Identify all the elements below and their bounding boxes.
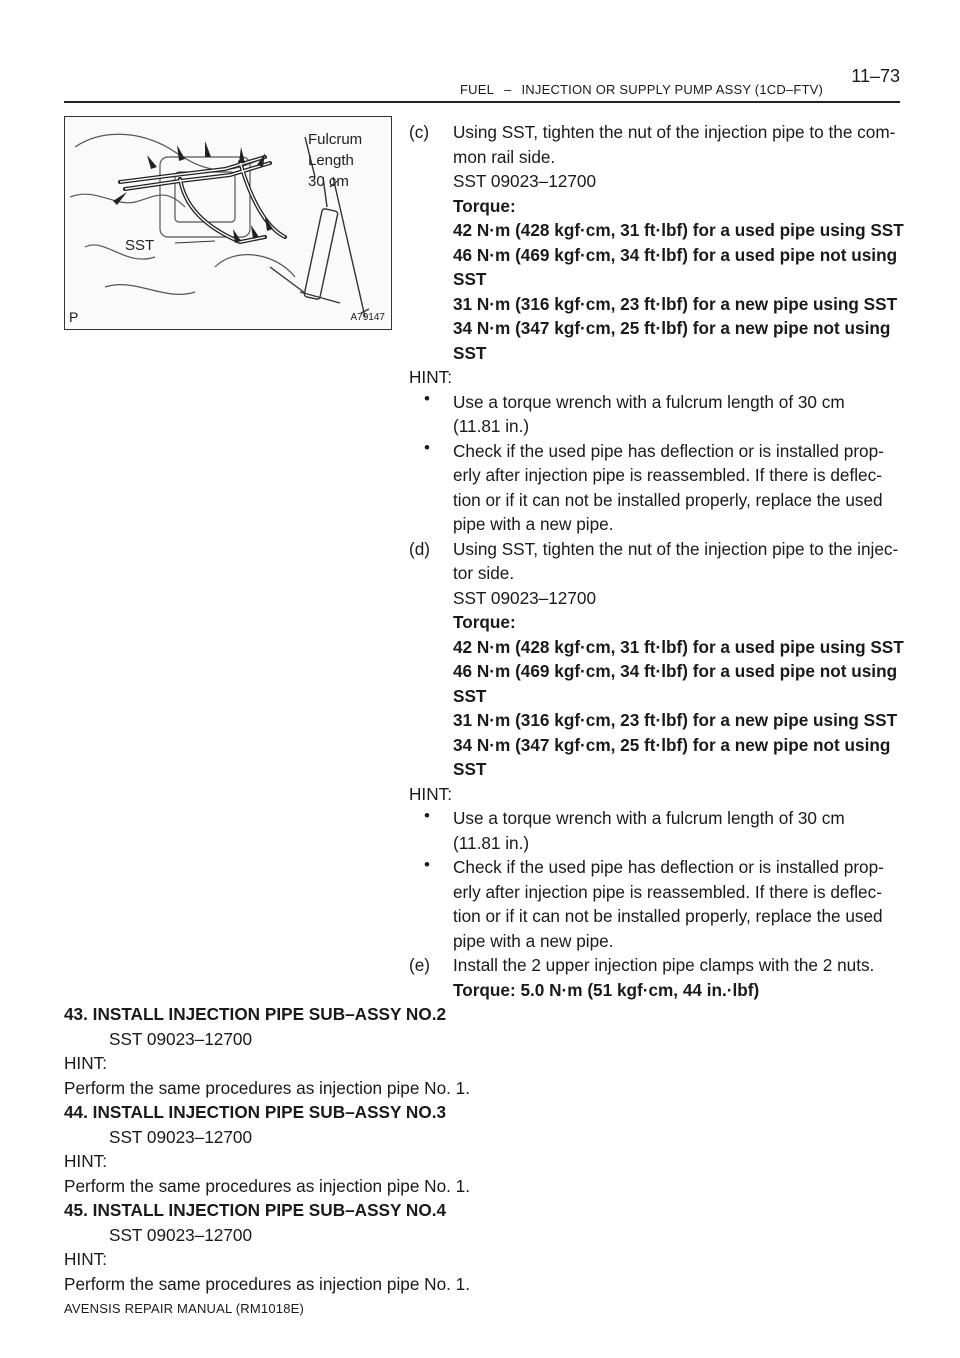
step-45-hint: HINT: — [64, 1249, 107, 1269]
page-number: 11–73 — [851, 66, 900, 86]
figure-corner-mark: P — [69, 309, 79, 325]
page-header — [64, 60, 900, 104]
step-44-text: Perform the same procedures as injection pipe No. 1. — [64, 1175, 471, 1196]
step-d-bullet2-line-4: pipe with a new pipe. — [453, 930, 614, 951]
step-c-bullet1-line-1: Use a torque wrench with a fulcrum length of 30 cm — [453, 391, 845, 412]
step-d-hint: HINT: — [409, 783, 452, 804]
step-d-bullet1-line-1: Use a torque wrench with a fulcrum length of 30 cm — [453, 808, 845, 828]
step-e-torque: Torque: 5.0 N·m (51 kgf·cm, 44 in.·lbf) — [453, 979, 760, 1000]
step-d-torque-5: 34 N·m (347 kgf·cm, 25 ft·lbf) for a new pipe not using — [453, 734, 891, 755]
step-c-line-1: Using SST, tighten the nut of the injection pipe to the com- — [453, 122, 896, 142]
step-c-bullet1-line-2: (11.81 in.) — [453, 416, 530, 436]
step-c-torque-label: Torque: — [453, 195, 516, 216]
step-d-torque-4: 31 N·m (316 kgf·cm, 23 ft·lbf) for a new pipe using SST — [453, 710, 898, 730]
step-c-hint: HINT: — [409, 367, 452, 387]
sst-leader-line — [175, 241, 215, 243]
fulcrum-length-label: Fulcrum Length 30 cm — [308, 131, 363, 190]
step-c-line-2: mon rail side. — [453, 146, 556, 167]
bullet-icon: • — [424, 854, 430, 874]
step-d-marker: (d) — [409, 538, 431, 559]
step-d-torque-1: 42 N·m (428 kgf·cm, 31 ft·lbf) for a used pipe using SST — [453, 636, 904, 657]
step-e-marker: (e) — [409, 955, 431, 975]
step-c-bullet2-line-2: erly after injection pipe is reassembled. If there is deflec- — [453, 465, 882, 485]
header-rule — [64, 101, 900, 103]
step-c-torque-5: 34 N·m (347 kgf·cm, 25 ft·lbf) for a new pipe not using — [453, 318, 891, 338]
step-d-bullet2-line-3: tion or if it can not be installed properly, replace the used — [453, 906, 883, 926]
header-title — [460, 82, 823, 97]
step-d-torque-label: Torque: — [453, 612, 516, 632]
figure-code: A79147 — [350, 312, 385, 323]
step-c-bullet2-line-3: tion or if it can not be installed properly, replace the used — [453, 489, 883, 510]
step-45-text: Perform the same procedures as injection pipe No. 1. — [64, 1273, 471, 1294]
step-c-torque-6: SST — [453, 342, 487, 363]
step-45-heading: 45. INSTALL INJECTION PIPE SUB–ASSY NO.4 — [64, 1200, 447, 1220]
step-d-line-1: Using SST, tighten the nut of the injection pipe to the injec- — [453, 538, 899, 559]
header-section: FUEL — [460, 82, 495, 97]
step-43-sst: SST 09023–12700 — [109, 1028, 253, 1049]
step-d-bullet2-line-2: erly after injection pipe is reassembled. If there is deflec- — [453, 881, 882, 902]
illustration — [64, 116, 392, 330]
step-d-torque-3: SST — [453, 685, 487, 706]
step-43-hint: HINT: — [64, 1053, 107, 1073]
step-c-bullet2-line-4: pipe with a new pipe. — [453, 514, 614, 534]
step-d-torque-6: SST — [453, 759, 487, 779]
step-44-sst: SST 09023–12700 — [109, 1126, 253, 1147]
step-c-torque-2: 46 N·m (469 kgf·cm, 34 ft·lbf) for a used pipe not using — [453, 244, 898, 265]
page-footer: AVENSIS REPAIR MANUAL (RM1018E) — [64, 1301, 305, 1316]
step-44-heading: 44. INSTALL INJECTION PIPE SUB–ASSY NO.3 — [64, 1102, 447, 1122]
step-c-torque-3: SST — [453, 269, 487, 289]
step-c-bullet2-line-1: Check if the used pipe has deflection or is installed prop- — [453, 440, 884, 461]
step-45-sst: SST 09023–12700 — [109, 1224, 253, 1245]
sst-label: SST — [125, 237, 155, 254]
step-44-hint: HINT: — [64, 1151, 107, 1171]
step-c-torque-4: 31 N·m (316 kgf·cm, 23 ft·lbf) for a new pipe using SST — [453, 293, 898, 314]
bullet-icon: • — [424, 389, 430, 408]
step-d-line-2: tor side. — [453, 563, 515, 583]
step-d-bullet1-line-2: (11.81 in.) — [453, 832, 530, 853]
step-43-text: Perform the same procedures as injection pipe No. 1. — [64, 1077, 471, 1098]
step-e-line: Install the 2 upper injection pipe clamps with the 2 nuts. — [453, 955, 875, 975]
bullet-icon: • — [424, 438, 430, 457]
header-separator: – — [504, 82, 512, 97]
step-c-marker: (c) — [409, 122, 430, 142]
header-topic: INJECTION OR SUPPLY PUMP ASSY (1CD–FTV) — [521, 82, 824, 97]
step-c-torque-1: 42 N·m (428 kgf·cm, 31 ft·lbf) for a used pipe using SST — [453, 220, 904, 240]
step-d-bullet2-line-1: Check if the used pipe has deflection or is installed prop- — [453, 857, 884, 877]
bullet-icon: • — [424, 805, 430, 825]
step-c-sst: SST 09023–12700 — [453, 171, 597, 191]
step-d-sst: SST 09023–12700 — [453, 587, 597, 608]
step-d-torque-2: 46 N·m (469 kgf·cm, 34 ft·lbf) for a used pipe not using — [453, 661, 898, 681]
step-43-heading: 43. INSTALL INJECTION PIPE SUB–ASSY NO.2 — [64, 1004, 447, 1024]
